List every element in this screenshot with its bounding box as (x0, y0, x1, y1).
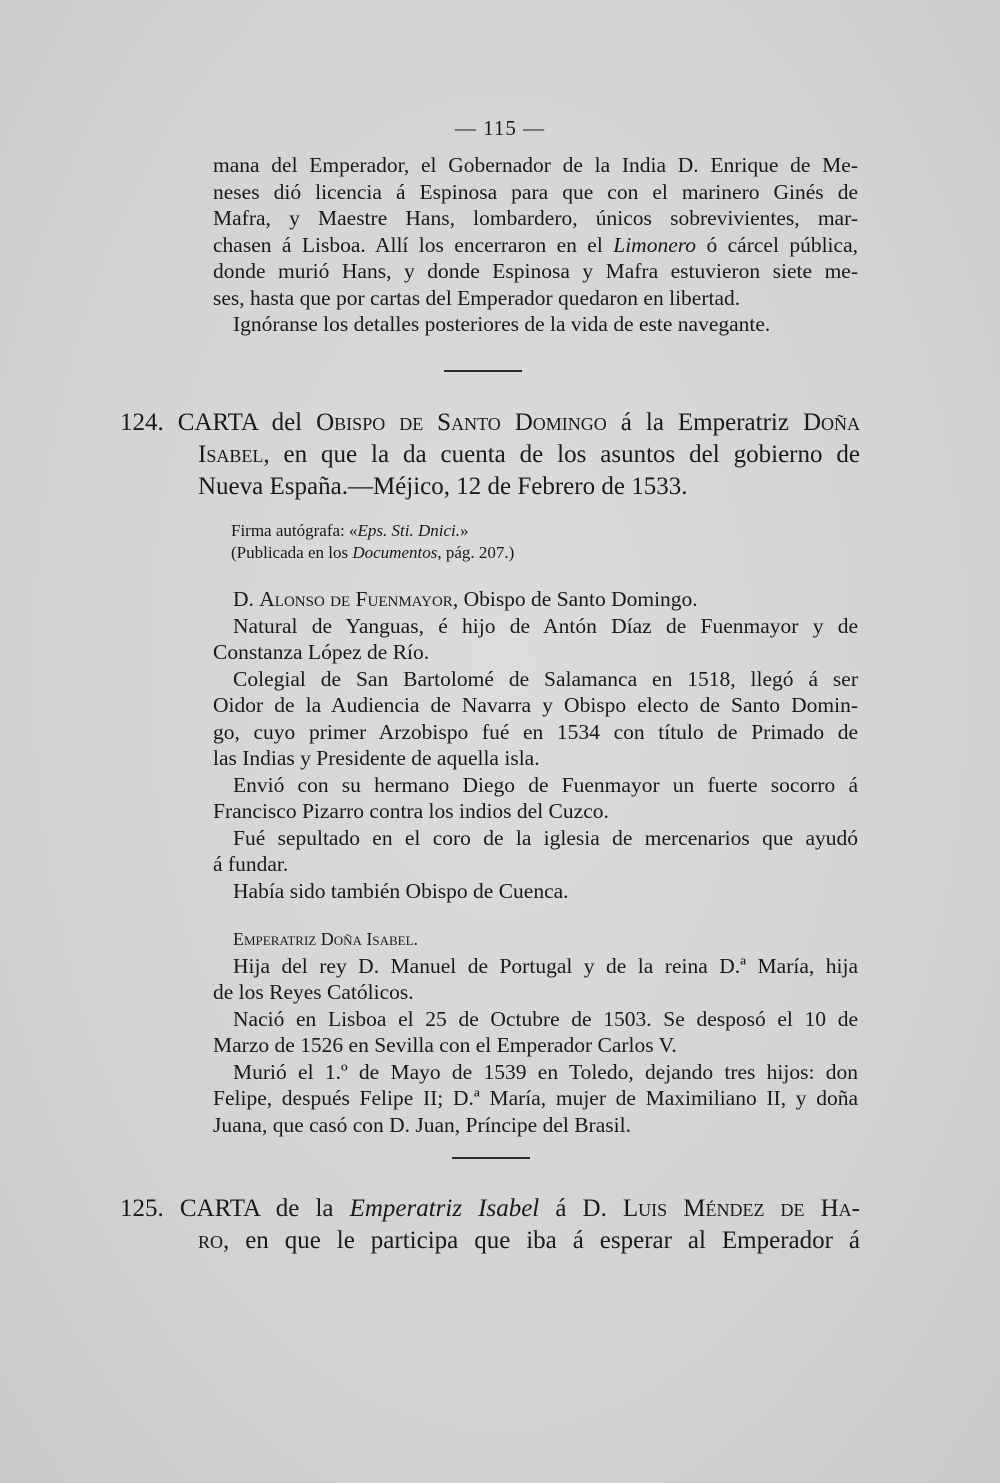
text-line: Fué sepultado en el coro de la iglesia de mercenarios que ayudó (233, 825, 858, 850)
entry-heading-line: Isabel, en que la da cuenta de los asuntos del gobierno de (198, 441, 860, 468)
bio-heading: Emperatriz Doña Isabel. (233, 929, 419, 949)
text-line: Mafra, y Maestre Hans, lombardero, únicos sobrevivientes, mar- (213, 206, 858, 230)
section-divider (452, 1157, 530, 1159)
text-line: Juana, que casó con D. Juan, Príncipe del Brasil. (213, 1112, 631, 1137)
text-line: Natural de Yanguas, é hijo de Antón Díaz de Fuenmayor y de (233, 613, 858, 638)
text-line: Francisco Pizarro contra los indios del Cuzco. (213, 799, 609, 823)
section-divider (444, 370, 522, 372)
text-line: Oidor de la Audiencia de Navarra y Obispo electo de Santo Domin- (213, 693, 858, 717)
text-line: chasen á Lisboa. Allí los encerraron en el Limonero ó cárcel pública, (213, 232, 858, 257)
text-line: ses, hasta que por cartas del Emperador quedaron en libertad. (213, 285, 741, 310)
entry-124-notes (231, 520, 514, 564)
text-line: á fundar. (213, 852, 289, 876)
italic-term: Limonero (613, 232, 697, 257)
text-line: neses dió licencia á Espinosa para que con el marinero Ginés de (213, 179, 858, 204)
bio-fuenmayor (213, 586, 858, 904)
text-line: Murió el 1.º de Mayo de 1539 en Toledo, dejando tres hijos: don (233, 1059, 858, 1084)
entry-number: 124. (120, 409, 164, 436)
page-number: — 115 — (454, 116, 546, 140)
text-line: donde murió Hans, y donde Espinosa y Mafra estuvieron siete me- (213, 259, 858, 283)
bio-isabel (213, 926, 858, 1138)
text-line: Constanza López de Río. (213, 640, 430, 664)
entry-heading-line: Nueva España.—Méjico, 12 de Febrero de 1533. (198, 473, 688, 500)
publication-note: (Publicada en los Documentos, pág. 207.) (231, 543, 515, 562)
entry-number: 125. (120, 1195, 164, 1222)
text-line: Felipe, después Felipe II; D.ª María, mujer de Maximiliano II, y doña (213, 1086, 858, 1110)
text-line: Ignóranse los detalles posteriores de la vida de este navegante. (233, 312, 771, 336)
text-line: Hija del rey D. Manuel de Portugal y de la reina D.ª María, hija (233, 953, 858, 978)
text-line: Colegial de San Bartolomé de Salamanca en 1518, llegó á ser (233, 666, 858, 691)
text-line: Marzo de 1526 en Sevilla con el Emperador Carlos V. (213, 1033, 677, 1057)
entry-124 (120, 407, 860, 503)
entry-heading-line: 124. CARTA del Obispo de Santo Domingo á la Emperatriz Doña (120, 409, 861, 436)
text-line: de los Reyes Católicos. (213, 980, 414, 1004)
entry-125 (120, 1193, 860, 1257)
text-line: las Indias y Presidente de aquella isla. (213, 746, 540, 770)
text-line: go, cuyo primer Arzobispo fué en 1534 con título de Primado de (213, 719, 858, 744)
entry-heading-line: ro, en que le participa que iba á esperar al Emperador á (198, 1227, 860, 1254)
intro-paragraph (213, 152, 858, 338)
signature-note: Firma autógrafa: «Eps. Sti. Dnici.» (231, 521, 469, 540)
text-line: Nació en Lisboa el 25 de Octubre de 1503. Se desposó el 10 de (233, 1006, 858, 1031)
text-line: Envió con su hermano Diego de Fuenmayor un fuerte socorro á (233, 772, 858, 797)
bio-heading: D. Alonso de Fuenmayor, Obispo de Santo Domingo. (233, 587, 698, 611)
entry-heading-line: 125. CARTA de la Emperatriz Isabel á D. Luis Méndez de Ha- (120, 1195, 861, 1222)
text-line: mana del Emperador, el Gobernador de la India D. Enrique de Me- (213, 153, 858, 177)
text-line: Había sido también Obispo de Cuenca. (233, 878, 569, 903)
